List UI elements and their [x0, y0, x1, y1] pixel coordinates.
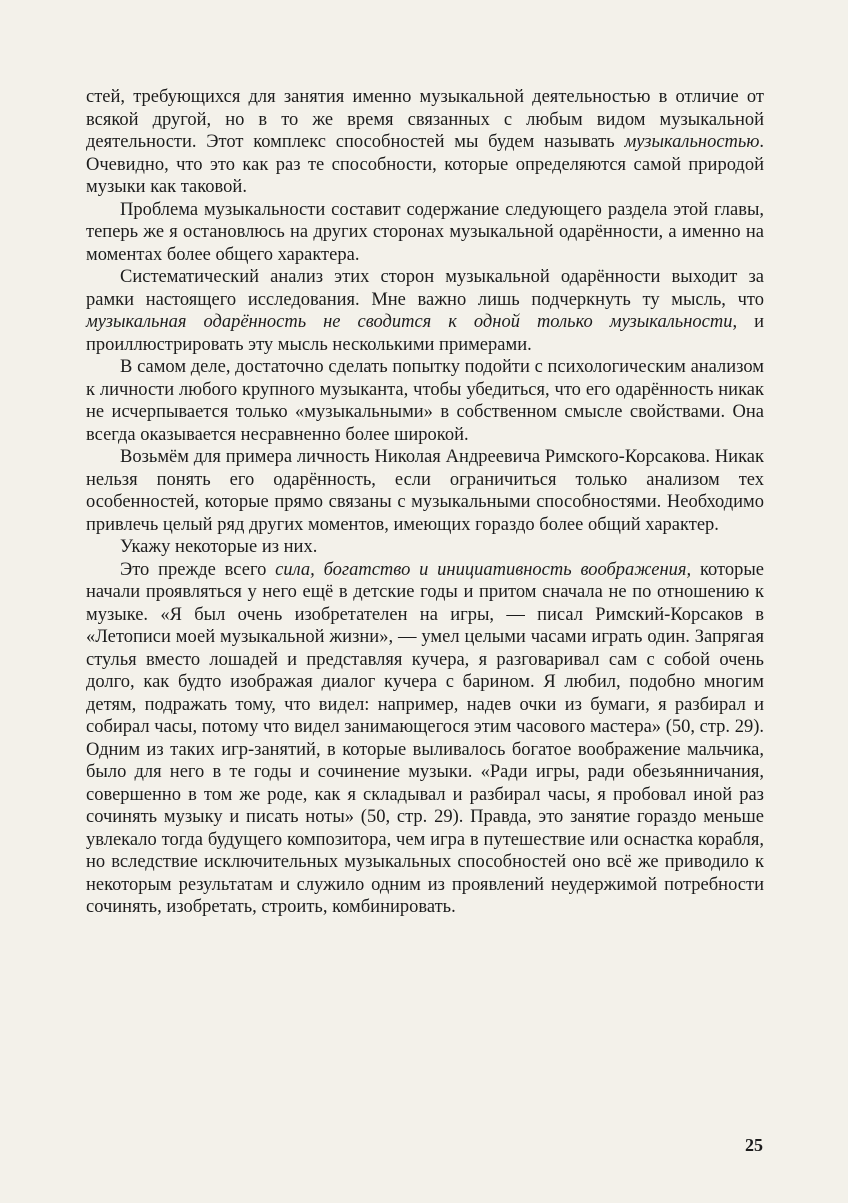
paragraph [86, 199, 764, 267]
paragraph [86, 266, 764, 356]
italic-emphasis: сила, богатство и инициативность воображения, [275, 559, 692, 580]
text-run: Систематический анализ этих сторон музыкальной одарённости выходит за рамки настоящего исследования. Мне важно лишь подчеркнуть ту мысль, что [86, 267, 764, 310]
italic-emphasis: музыкальная одарённость не сводится к одной только музыкальности [86, 312, 733, 332]
text-run: Укажу некоторые из них. [120, 537, 318, 557]
page-body-text [86, 86, 764, 919]
paragraph [86, 356, 764, 446]
text-run: стей, требующихся для занятия именно музыкальной деятельностью в отличие от всякой другой, но в то же время связанных с любым видом музыкальной деятельности. Этот комплекс способностей мы будем называть [86, 87, 764, 152]
paragraph [86, 446, 764, 536]
page-number: 25 [745, 1135, 763, 1155]
paragraph [86, 559, 764, 919]
text-run: Возьмём для примера личность Николая Андреевича Римского-Корсакова. Никак нельзя понять его одарённость, если ограничиться только анализом тех особенностей, которые прямо связаны с музыкальными способностями. Необходимо привлечь целый ряд других моментов, имеющих гораздо более общий характер. [86, 447, 764, 535]
paragraph [86, 536, 764, 559]
text-run: Проблема музыкальности составит содержание следующего раздела этой главы, теперь же я остановлюсь на других сторонах музыкальной одарённости, а именно на моментах более общего характера. [86, 199, 764, 265]
text-run: , и проиллюстрировать эту мысль несколькими примерами. [86, 312, 764, 355]
text-run: В самом деле, достаточно сделать попытку подойти с психологическим анализом к личности любого крупного музыканта, чтобы убедиться, что его одарённость никак не исчерпывается только «музыкальными» в собственном смысле свойствами. Она всегда оказывается несравненно более широкой. [86, 357, 764, 445]
text-run: . Очевидно, что это как раз те способности, которые определяются самой природой музыки как таковой. [86, 132, 764, 197]
text-run: которые начали проявляться у него ещё в детские годы и притом сначала не по отношению к музыке. «Я был очень изобретателен на игры, — писал Римский-Корсаков в «Летописи моей музыкальной жизни», — умел целыми часами играть один. Запрягая стулья вместо лошадей и представляя кучера, я разговаривал сам с собой очень долго, как будто изображая диалог кучера с барином. Я любил, подобно многим детям, подражать тому, что видел: например, надев очки из бумаги, я разбирал и собирал часы, потому что видел занимающегося этим часового мастера» (50, стр. 29). Одним из таких игр-занятий, в которые выливалось богатое воображение мальчика, было для него в те годы и сочинение музыки. «Ради игры, ради обезьянничания, совершенно в том же роде, как я складывал и разбирал часы, я пробовал иной раз сочинять музыку и писать ноты» (50, стр. 29). Правда, это занятие гораздо меньше увлекало тогда будущего композитора, чем игра в путешествие или оснастка корабля, но вследствие исключительных музыкальных способностей оно всё же приводило к некоторым результатам и служило одним из проявлений неудержимой потребности сочинять, изобретать, строить, комбинировать. [86, 559, 764, 917]
paragraph [86, 86, 764, 199]
italic-emphasis: музыкальностью [624, 132, 760, 152]
text-run: Это прежде всего [120, 559, 276, 580]
